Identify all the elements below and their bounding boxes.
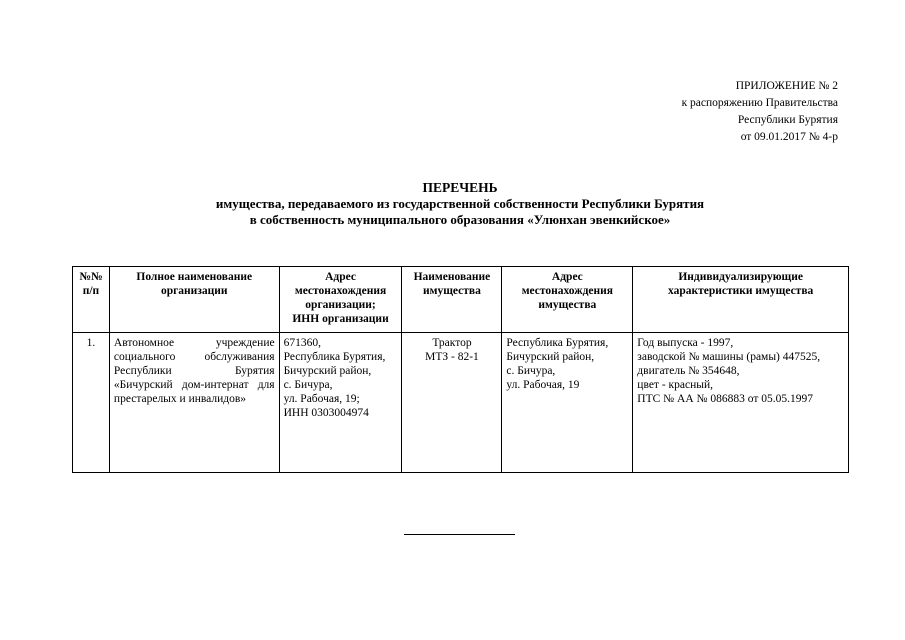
document-title: ПЕРЕЧЕНЬ	[422, 180, 498, 195]
header-property-address: Адрес местонахождения имущества	[502, 267, 633, 333]
cell-property-name: Трактор МТЗ - 82-1	[402, 333, 502, 473]
appendix-title: ПРИЛОЖЕНИЕ № 2	[735, 80, 838, 92]
table-header-row	[73, 267, 849, 333]
closing-separator-line	[404, 534, 515, 535]
cell-org-name: Автономное учреждение социального обслуживания Республики Бурятия «Бичурский дом-интернат для престарелых и инвалидов»	[109, 333, 279, 473]
document-subtitle-line2: в собственность муниципального образования «Улюнхан эвенкийское»	[249, 212, 671, 227]
appendix-government: Республики Бурятия	[737, 114, 838, 126]
header-org-name: Полное наименование организации	[109, 267, 279, 333]
document-heading	[70, 180, 850, 228]
header-property-name: Наименование имущества	[402, 267, 502, 333]
appendix-date-number: от 09.01.2017 № 4-р	[740, 131, 838, 143]
document-subtitle-line1: имущества, передаваемого из государственной собственности Республики Бурятия	[215, 196, 705, 211]
cell-org-address: 671360, Республика Бурятия, Бичурский район, с. Бичура, ул. Рабочая, 19; ИНН 0303004974	[279, 333, 402, 473]
appendix-reference: к распоряжению Правительства	[681, 97, 838, 109]
cell-characteristics: Год выпуска - 1997, заводской № машины (рамы) 447525, двигатель № 354648, цвет - красный, ПТС № АА № 086883 от 05.05.1997	[633, 333, 849, 473]
header-org-address: Адрес местонахождения организации; ИНН организации	[279, 267, 402, 333]
cell-number: 1.	[73, 333, 110, 473]
table-row	[73, 333, 849, 473]
appendix-block	[682, 78, 838, 146]
property-table	[72, 266, 849, 473]
header-number: №№ п/п	[73, 267, 110, 333]
header-characteristics: Индивидуализирующие характеристики имущества	[633, 267, 849, 333]
cell-property-address: Республика Бурятия, Бичурский район, с. Бичура, ул. Рабочая, 19	[502, 333, 633, 473]
